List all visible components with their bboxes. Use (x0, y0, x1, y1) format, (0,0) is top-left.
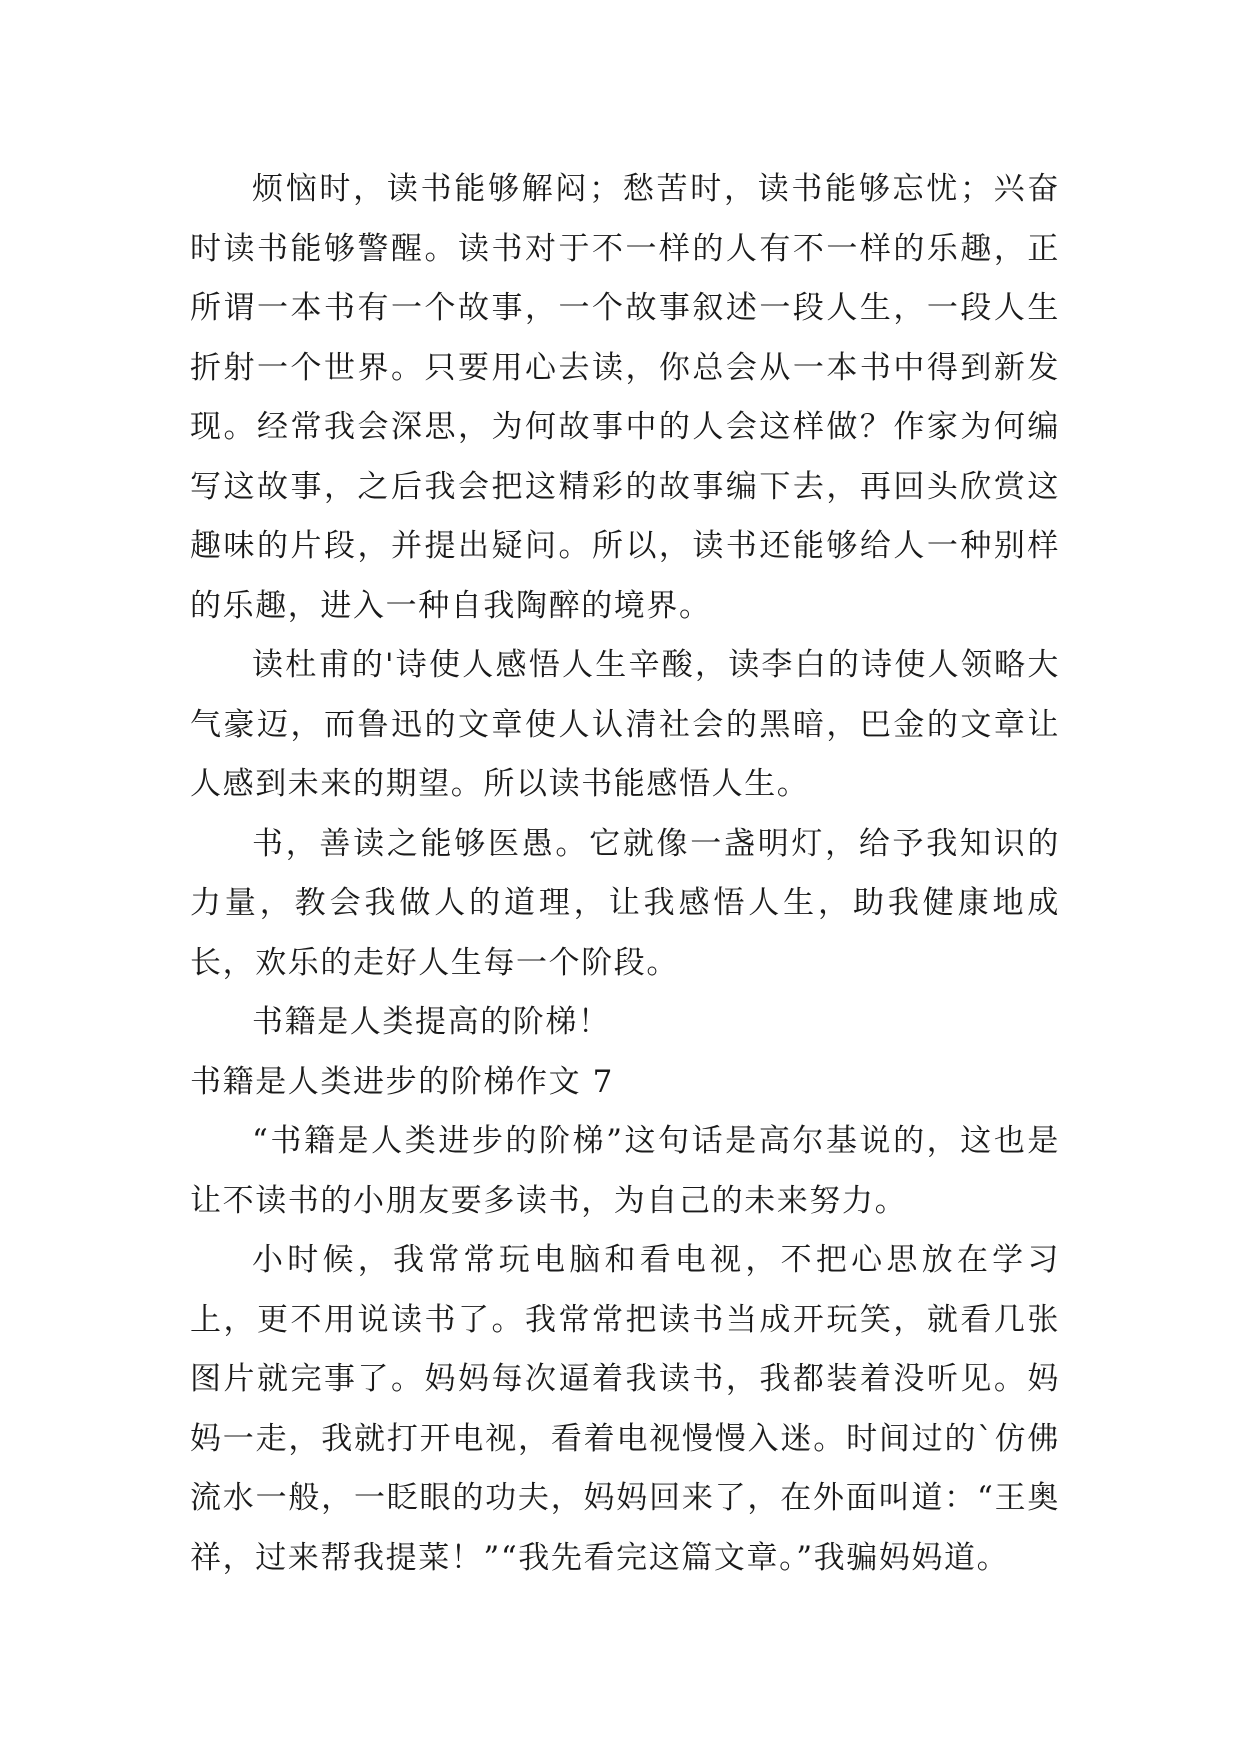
paragraph-poets: 读杜甫的'诗使人感悟人生辛酸，读李白的诗使人领略大气豪迈，而鲁迅的文章使人认清社会的黑暗，巴金的文章让人感到未来的期望。所以读书能感悟人生。 (190, 647, 1060, 802)
paragraph-ladder-closing: 书籍是人类提高的阶梯！ (252, 1004, 611, 1040)
paragraph-reading-joy: 烦恼时，读书能够解闷；愁苦时，读书能够忘忧；兴奋时读书能够警醒。读书对于不一样的人有不一样的乐趣，正所谓一本书有一个故事，一个故事叙述一段人生，一段人生折射一个世界。只要用心去读，你总会从一本书中得到新发现。经常我会深思，为何故事中的人会这样做？作家为何编写这故事，之后我会把这精彩的故事编下去，再回头欣赏这趣味的片段，并提出疑问。所以，读书还能够给人一种别样的乐趣，进入一种自我陶醉的境界。 (190, 171, 1060, 624)
section-heading: 书籍是人类进步的阶梯作文 7 (190, 1063, 614, 1100)
paragraph-lamp: 书，善读之能够医愚。它就像一盏明灯，给予我知识的力量，教会我做人的道理，让我感悟人生，助我健康地成长，欢乐的走好人生每一个阶段。 (190, 825, 1060, 981)
paragraph-childhood: 小时候，我常常玩电脑和看电视，不把心思放在学习上，更不用说读书了。我常常把读书当成开玩笑，就看几张图片就完事了。妈妈每次逼着我读书，我都装着没听见。妈妈一走，我就打开电视，看着电视慢慢入迷。时间过的`仿佛流水一般，一眨眼的功夫，妈妈回来了，在外面叫道：“王奥祥，过来帮我提菜！”“我先看完这篇文章。”我骗妈妈道。 (190, 1242, 1060, 1576)
paragraph-gorky-quote: “书籍是人类进步的阶梯”这句话是高尔基说的，这也是让不读书的小朋友要多读书，为自己的未来努力。 (190, 1123, 1060, 1219)
document-body (190, 160, 1060, 1588)
